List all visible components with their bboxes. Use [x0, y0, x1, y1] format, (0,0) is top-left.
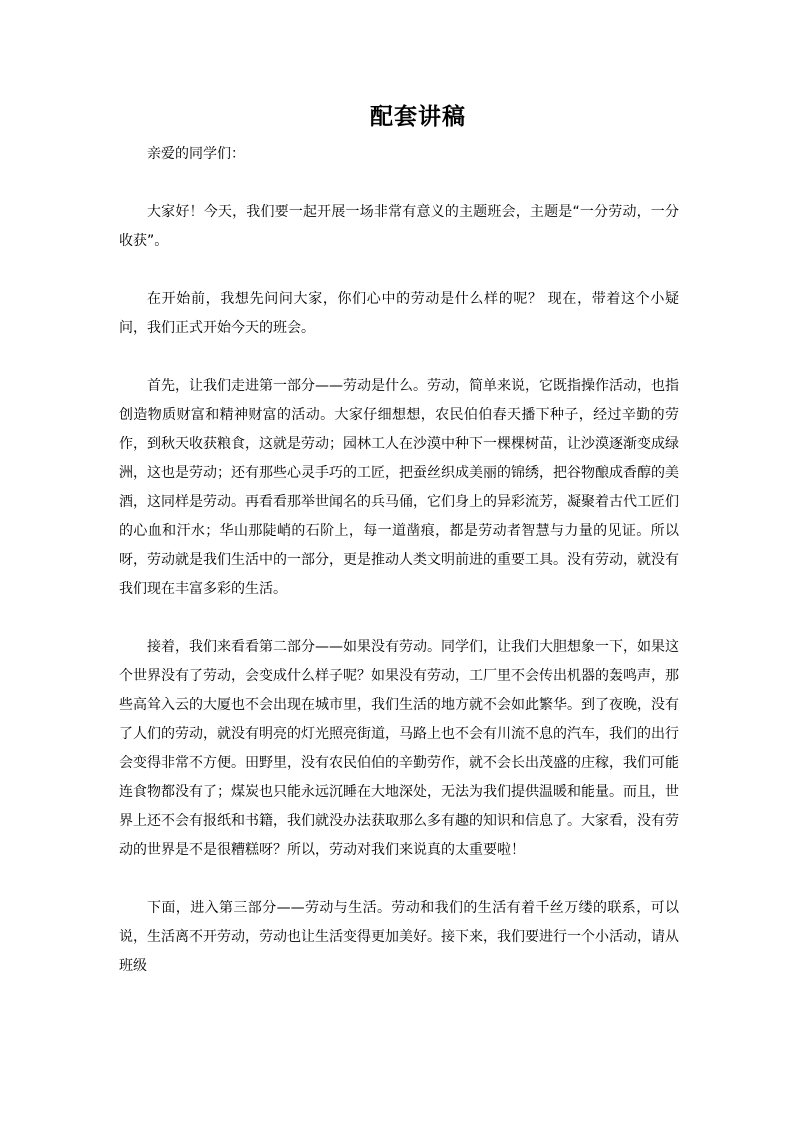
document-title: 配套讲稿 [370, 103, 466, 130]
paragraph-part-one: 首先，让我们走进第一部分——劳动是什么。劳动，简单来说，它既指操作活动，也指创造物质财富和精神财富的活动。大家仔细想想，农民伯伯春天播下种子，经过辛勤的劳作，到秋天收获粮食，这就是劳动；园林工人在沙漠中种下一棵棵树苗，让沙漠逐渐变成绿洲，这也是劳动；还有那些心灵手巧的工匠，把蚕丝织成美丽的锦绣，把谷物酿成香醇的美酒，这同样是劳动。再看看那举世闻名的兵马俑，它们身上的异彩流芳，凝聚着古代工匠们的心血和汗水；华山那陡峭的石阶上，每一道凿痕，都是劳动者智慧与力量的见证。所以呀，劳动就是我们生活中的一部分，更是推动人类文明前进的重要工具。没有劳动，就没有我们现在丰富多彩的生活。 [119, 378, 679, 597]
paragraph-intro: 大家好！今天，我们要一起开展一场非常有意义的主题班会，主题是“一分劳动，一分收获”。 [119, 204, 679, 249]
paragraph-question: 在开始前，我想先问问大家，你们心中的劳动是什么样的呢？ 现在，带着这个小疑问，我们正式开始今天的班会。 [119, 291, 679, 336]
greeting-line: 亲爱的同学们： [147, 146, 245, 162]
paragraph-part-two: 接着，我们来看看第二部分——如果没有劳动。同学们，让我们大胆想象一下，如果这个世界没有了劳动，会变成什么样子呢？如果没有劳动，工厂里不会传出机器的轰鸣声，那些高耸入云的大厦也不会出现在城市里，我们生活的地方就不会如此繁华。到了夜晚，没有了人们的劳动，就没有明亮的灯光照亮街道，马路上也不会有川流不息的汽车，我们的出行会变得非常不方便。田野里，没有农民伯伯的辛勤劳作，就不会长出茂盛的庄稼，我们可能连食物都没有了；煤炭也只能永远沉睡在大地深处，无法为我们提供温暖和能量。而且，世界上还不会有报纸和书籍，我们就没办法获取那么多有趣的知识和信息了。大家看，没有劳动的世界是不是很糟糕呀？所以，劳动对我们来说真的太重要啦！ [119, 639, 679, 858]
paragraph-spacer [119, 169, 679, 198]
paragraph-spacer [119, 256, 679, 285]
paragraph-spacer [119, 343, 679, 372]
document-body [119, 140, 679, 981]
paragraph-spacer [119, 865, 679, 894]
paragraph-spacer [119, 604, 679, 633]
paragraph-part-three: 下面，进入第三部分——劳动与生活。劳动和我们的生活有着千丝万缕的联系，可以说，生活离不开劳动，劳动也让生活变得更加美好。接下来，我们要进行一个小活动，请从班级 [119, 900, 679, 974]
